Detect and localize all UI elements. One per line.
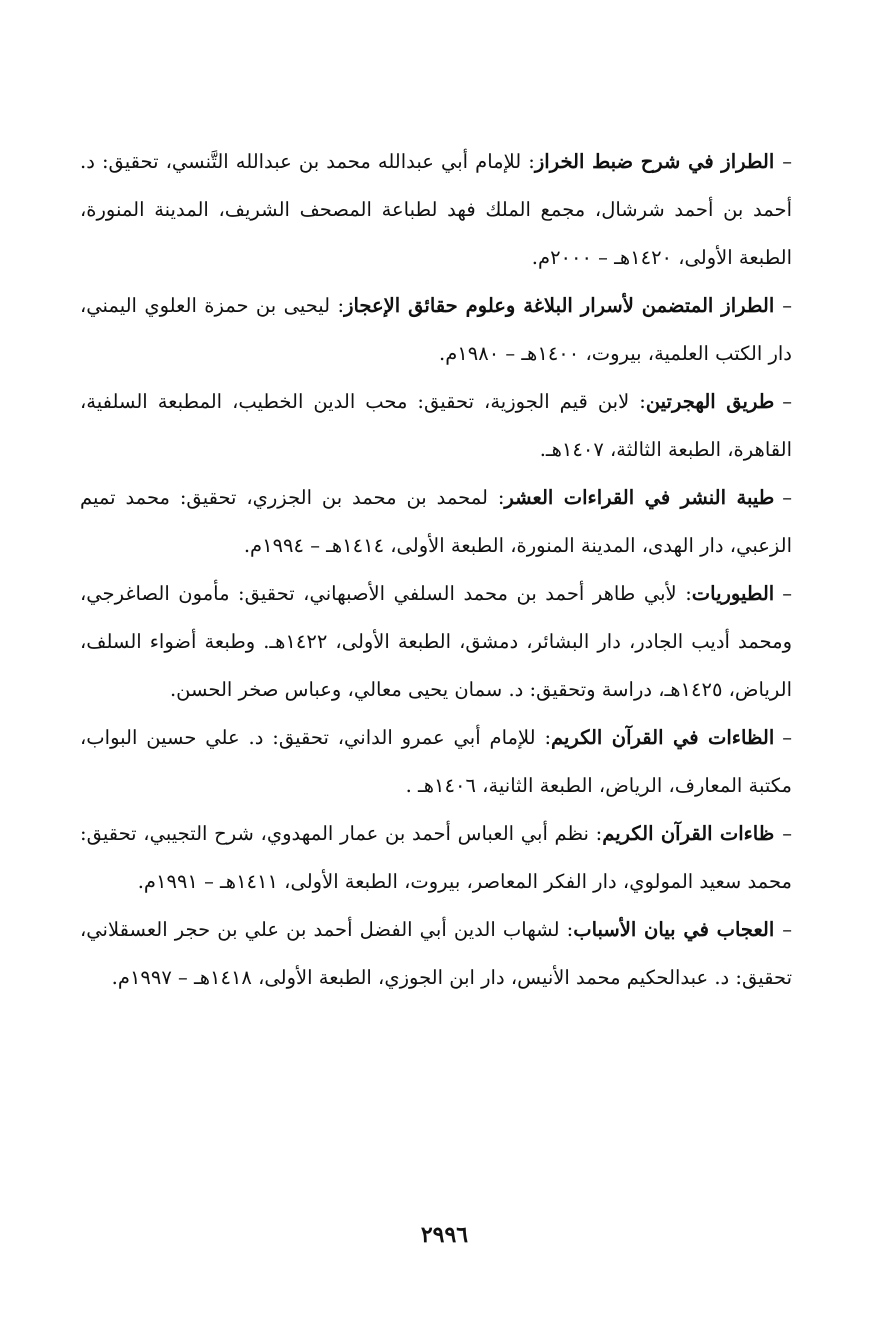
entry-separator: : (528, 150, 535, 173)
entry-text: لابن قيم الجوزية، تحقيق: محب الدين الخطيب، المطبعة السلفية، القاهرة، الطبعة الثالثة، ١٤٠٧هـ. (80, 390, 792, 461)
entry-dash: – (782, 822, 792, 845)
entry-dash: – (782, 918, 793, 941)
entry-dash: – (782, 486, 792, 509)
entry-separator: : (544, 726, 552, 749)
page-number: ٢٩٩٦ (420, 1222, 469, 1248)
entry-text: للإمام أبي عبدالله محمد بن عبدالله التَّنسي، تحقيق: د. أحمد بن أحمد شرشال، مجمع الملك فهد لطباعة المصحف الشريف، المدينة المنورة، الطبعة الأولى، ١٤٢٠هـ – ٢٠٠٠م. (80, 150, 792, 269)
entry-title: طريق الهجرتين (645, 390, 775, 413)
entry-title: العجاب في بيان الأسباب (573, 918, 775, 941)
entry-dash: – (782, 726, 792, 749)
entry-text: نظم أبي العباس أحمد بن عمار المهدوي، شرح التجيبي، تحقيق: محمد سعيد المولوي، دار الفكر المعاصر، بيروت، الطبعة الأولى، ١٤١١هـ – ١٩٩١م. (80, 822, 792, 893)
entry-text: ليحيى بن حمزة العلوي اليمني، دار الكتب العلمية، بيروت، ١٤٠٠هـ – ١٩٨٠م. (80, 294, 792, 365)
entry-text: للإمام أبي عمرو الداني، تحقيق: د. علي حسين البواب، مكتبة المعارف، الرياض، الطبعة الثانية، ١٤٠٦هـ . (80, 726, 792, 797)
entry-dash: – (782, 150, 793, 173)
bibliography-list (80, 138, 792, 1002)
bibliography-entry (80, 282, 792, 378)
entry-text: لأبي طاهر أحمد بن محمد السلفي الأصبهاني، تحقيق: مأمون الصاغرجي، ومحمد أديب الجادر، دار البشائر، دمشق، الطبعة الأولى، ١٤٢٢هـ. وطبعة أضواء السلف، الرياض، ١٤٢٥هـ، دراسة وتحقيق: د. سمان يحيى معالي، وعباس صخر الحسن. (80, 582, 792, 701)
entry-separator: : (639, 390, 646, 413)
entry-title: الطراز في شرح ضبط الخراز (534, 150, 775, 173)
entry-separator: : (685, 582, 692, 605)
bibliography-entry (80, 378, 792, 474)
bibliography-entry (80, 906, 792, 1002)
entry-separator: : (595, 822, 603, 845)
entry-separator: : (337, 294, 345, 317)
entry-separator: : (566, 918, 574, 941)
entry-title: الظاءات في القرآن الكريم (551, 726, 775, 749)
entry-text: لمحمد بن محمد بن الجزري، تحقيق: محمد تميم الزعبي، دار الهدى، المدينة المنورة، الطبعة الأولى، ١٤١٤هـ – ١٩٩٤م. (80, 486, 792, 557)
bibliography-entry (80, 714, 792, 810)
bibliography-entry (80, 138, 792, 282)
entry-title: الطيوريات (691, 582, 775, 605)
entry-dash: – (782, 294, 792, 317)
entry-title: ظاءات القرآن الكريم (602, 822, 775, 845)
entry-dash: – (782, 390, 792, 413)
entry-text: لشهاب الدين أبي الفضل أحمد بن علي بن حجر العسقلاني، تحقيق: د. عبدالحكيم محمد الأنيس، دار ابن الجوزي، الطبعة الأولى، ١٤١٨هـ – ١٩٩٧م. (80, 918, 792, 989)
entry-separator: : (497, 486, 505, 509)
entry-title: الطراز المتضمن لأسرار البلاغة وعلوم حقائق الإعجاز (344, 294, 775, 317)
bibliography-entry (80, 474, 792, 570)
bibliography-entry (80, 570, 792, 714)
entry-dash: – (782, 582, 792, 605)
bibliography-entry (80, 810, 792, 906)
entry-title: طيبة النشر في القراءات العشر (504, 486, 775, 509)
